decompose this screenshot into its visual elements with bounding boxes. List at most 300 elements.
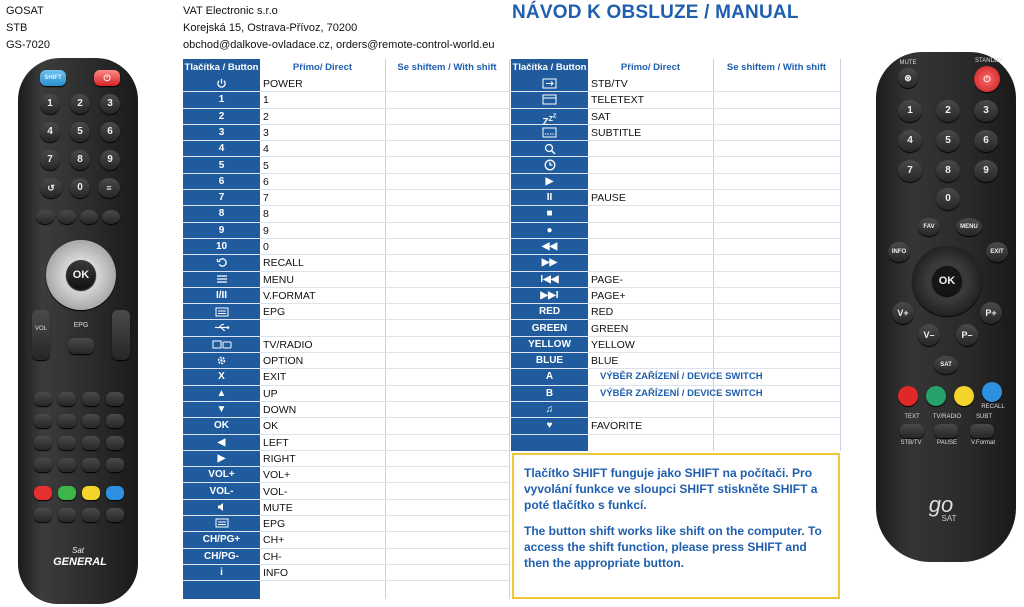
right-key-4: 4 [898,130,922,152]
exit-button: EXIT [986,242,1008,262]
left-row [183,272,509,288]
info-button: INFO [888,242,910,262]
transport-button [58,436,76,450]
function-button [82,508,100,522]
transport-button [34,392,52,406]
direct-function-cell: VÝBĚR ZAŘÍZENÍ / DEVICE SWITCH [600,371,763,383]
column-shift-right: Se shiftem / With shift [726,62,827,73]
column-direct-right: Přímo/ Direct [620,62,681,73]
right-key-2: 2 [936,100,960,122]
direct-function-cell: MENU [263,273,294,286]
left-key-6: 6 [100,122,120,142]
mute-button: ⊗ [898,68,918,88]
left-row [183,255,509,271]
transport-button [58,458,76,472]
transport-button [82,436,100,450]
green-button-right [926,386,946,406]
left-key-5: 5 [70,122,90,142]
recall-label-right: RECALL [981,404,1005,410]
left-row [183,565,509,581]
right-row [511,369,840,385]
button-name-cell: YELLOW [528,338,571,350]
direct-function-cell: SAT [591,110,611,123]
function-button [58,508,76,522]
company-contact: obchod@dalkove-ovladace.cz, orders@remote-control-world.eu [183,39,495,51]
direct-function-cell: INFO [263,567,289,579]
shift-function-cell [385,532,509,547]
button-name-cell: X [218,371,225,383]
button-name-cell: I◀◀ [540,273,559,285]
right-row [511,386,840,402]
direct-function-cell: PAGE+ [591,289,626,302]
direct-function-cell: STB/TV [591,78,628,90]
shift-function-cell [385,304,509,319]
right-key-6: 6 [974,130,998,152]
ok-button: OK [66,260,96,290]
direct-function-cell: CH- [263,550,282,563]
right-row [511,109,840,129]
shift-function-cell [385,321,509,336]
page-title: NÁVOD K OBSLUZE / MANUAL [512,2,799,23]
left-row [183,109,509,125]
shift-function-cell [385,239,509,254]
button-name-cell: RED [538,306,561,318]
transport-button [58,414,76,428]
button-name-cell: CH/PG- [204,550,239,562]
device-info [6,3,50,54]
direct-function-cell [588,141,713,156]
vol-rocker [32,310,50,360]
epg-button [68,338,94,354]
standby-button: ⏻ [974,66,1000,92]
shift-function-cell [713,353,840,368]
usb-button [36,210,54,224]
shift-function-cell [385,451,509,466]
right-row [511,174,840,190]
button-name-cell: ▶▶ [541,257,558,269]
direct-function-cell: 0 [263,241,269,253]
direct-function-cell [260,321,385,336]
left-row [183,435,509,451]
power-button: ⏻ [94,70,120,86]
sat-button: SAT [934,356,958,374]
red-button-right [898,386,918,406]
company-address: Korejská 15, Ostrava-Přívoz, 70200 [183,22,358,34]
transport-button [34,436,52,450]
direct-function-cell: SUBTITLE [591,126,642,139]
shift-function-cell [713,92,840,107]
right-row [511,418,840,434]
shift-function-cell [385,272,509,287]
shift-function-cell [713,386,840,401]
left-key-0: 0 [70,178,90,198]
direct-function-cell: OK [263,420,279,433]
right-key-0: 0 [936,188,960,210]
direct-function-cell: DOWN [263,404,297,416]
button-name-cell: 5 [218,159,225,171]
left-row [183,369,509,385]
transport-button [82,392,100,406]
right-key-5: 5 [936,130,960,152]
button-name-cell: 9 [218,224,225,236]
direct-function-cell: 2 [263,110,269,123]
right-row [511,239,840,255]
right-key-1: 1 [898,100,922,122]
left-row [183,549,509,565]
button-name-cell: ♥ [546,420,553,432]
button-name-cell: i [220,567,223,578]
left-row [183,92,509,108]
vminus-button: V– [918,324,940,346]
button-name-cell: ◀ [217,436,226,448]
shift-function-cell [713,141,840,156]
gear-button [102,210,120,224]
direct-function-cell: 6 [263,175,269,188]
function-button [106,508,124,522]
direct-function-cell: MUTE [263,501,293,514]
epg-label: EPG [73,322,89,329]
left-row [183,76,509,92]
button-name-cell: A [545,371,554,383]
direct-function-cell: OPTION [263,355,304,368]
direct-function-cell: VOL- [263,485,288,498]
teletext-icon [511,92,588,107]
button-name-cell: ◀◀ [541,241,558,252]
left-row [183,125,509,141]
tv-radio-button [58,210,76,224]
right-row [511,206,840,222]
clock-icon [511,158,588,173]
right-key-9: 9 [974,160,998,182]
shift-function-cell [713,321,840,336]
right-row [511,402,840,418]
recall-icon [183,255,260,270]
gear-icon [183,353,260,368]
right-row [511,141,840,157]
shift-info-en: The button shift works like shift on the computer. To access the shift function, please press SHIFT and then the appropriate button. [524,524,822,570]
stb-tv-icon [511,76,588,91]
shift-function-cell [385,467,509,482]
shift-function-cell [385,418,509,433]
button-name-cell: 10 [215,241,228,252]
shift-function-cell [385,76,509,91]
right-row [511,353,840,369]
shift-function-cell [385,288,509,303]
remote-general [18,58,138,604]
shift-function-cell [713,239,840,254]
right-row [511,321,840,337]
vol-label: VOL [34,326,47,332]
gosat-logo-sub: SAT [941,514,957,523]
mute-label: MUTE [899,60,917,66]
direct-function-cell [588,158,713,173]
shift-function-cell [385,158,509,173]
button-name-cell: 1 [218,94,225,106]
left-row [183,337,509,353]
right-key-8: 8 [936,160,960,182]
left-row [183,190,509,206]
ch-rocker [112,310,130,360]
left-row [183,500,509,516]
shift-function-cell [713,206,840,221]
left-row [183,158,509,174]
direct-function-cell: UP [263,387,278,400]
gosat-logo: go [928,492,954,517]
left-row [183,418,509,434]
right-row [511,272,840,288]
direct-function-cell: FAVORITE [591,420,643,433]
mute-icon [183,500,260,515]
right-row [511,125,840,141]
left-row [183,484,509,500]
direct-function-cell [588,174,713,189]
direct-function-cell: GREEN [591,322,629,335]
button-name-cell: ▼ [216,404,227,415]
vformat-label: V.Format [970,440,996,446]
button-name-cell: GREEN [531,322,568,334]
button-name-cell: ▲ [216,387,227,399]
transport-button [34,458,52,472]
tvradio-label: TV/RADIO [932,414,962,420]
direct-function-cell [588,206,713,221]
shift-function-cell [713,125,840,140]
shift-function-cell [713,223,840,238]
shift-button: SHIFT [40,70,66,86]
left-key-4: 4 [40,122,60,142]
text-label: TEXT [904,414,920,420]
button-name-cell: VOL- [209,485,234,497]
button-name-cell: ▶ [217,452,226,464]
shift-function-cell [385,141,509,156]
direct-function-cell: BLUE [591,355,619,368]
direct-function-cell: 4 [263,143,269,156]
left-row [183,321,509,337]
vplus-button: V+ [892,302,914,324]
shift-function-cell [713,272,840,287]
sleep-icon: $Z^{Z^Z}$ [542,113,557,129]
type-label: STB [6,22,28,34]
direct-function-cell: PAGE- [591,273,623,286]
right-row [511,304,840,320]
shift-function-cell [713,109,840,124]
button-name-cell: 7 [218,192,225,204]
left-key-9: 9 [100,150,120,170]
tvradio-button [934,424,958,438]
direct-function-cell: POWER [263,78,303,90]
direct-function-cell: RECALL [263,257,304,270]
company-name: VAT Electronic s.r.o [183,5,278,17]
model-label: GS-7020 [6,39,51,51]
shift-function-cell [385,500,509,515]
left-row [183,402,509,418]
company-info [183,3,495,54]
transport-button [58,392,76,406]
button-name-cell: B [545,387,554,399]
direct-function-cell: VOL+ [263,469,291,482]
direct-function-cell: 5 [263,159,269,172]
shift-function-cell [385,174,509,189]
shift-function-cell [385,190,509,205]
left-row [183,467,509,483]
left-row [183,516,509,532]
shift-function-cell [385,435,509,450]
direct-function-cell: CH+ [263,534,285,547]
shift-function-cell [713,369,840,384]
direct-function-cell: V.FORMAT [263,289,316,302]
direct-function-cell: RIGHT [263,452,296,465]
standby-label: STANDBY [975,58,1003,64]
direct-function-cell: RED [591,306,614,319]
direct-function-cell [588,239,713,254]
text-button [900,424,924,438]
shift-function-cell [713,76,840,91]
remote-gosat [876,52,1016,562]
shift-function-cell [385,255,509,270]
shift-function-cell [385,369,509,384]
direct-function-cell: LEFT [263,436,289,449]
direct-function-cell: EXIT [263,371,287,384]
yellow-button [82,486,100,500]
button-table-right [511,59,841,451]
right-row [511,223,840,239]
left-row [183,174,509,190]
left-key-7: 7 [40,150,60,170]
button-name-cell: ▶ [545,175,554,187]
shift-info-cz: Tlačítko SHIFT funguje jako SHIFT na počítači. Pro vyvolání funkce ve sloupci SHIFT stiskněte SHIFT a poté tlačítko s funkcí. [524,466,818,512]
right-row [511,190,840,206]
shift-function-cell [385,337,509,352]
right-row [511,255,840,271]
shift-function-cell [385,206,509,221]
usb-icon [183,321,260,336]
button-name-cell: CH/PG+ [202,534,241,546]
button-name-cell: 2 [218,110,225,122]
shift-function-cell [713,337,840,352]
shift-function-cell [385,484,509,499]
button-name-cell: VOL+ [208,469,235,481]
brand-script: Sat [71,546,84,555]
option-button [80,210,98,224]
left-row [183,386,509,402]
button-name-cell: II [546,192,553,204]
right-row [511,288,840,304]
search-icon [511,141,588,156]
shift-function-cell [385,353,509,368]
direct-function-cell [588,402,713,417]
column-direct: Přímo/ Direct [292,62,353,73]
shift-function-cell [713,174,840,189]
shift-function-cell [713,288,840,303]
shift-function-cell [713,158,840,173]
shift-function-cell [713,304,840,319]
direct-function-cell: TELETEXT [591,94,645,107]
direct-function-cell: 7 [263,192,269,205]
direct-function-cell: VÝBĚR ZAŘÍZENÍ / DEVICE SWITCH [600,387,763,399]
right-row [511,76,840,92]
transport-button [82,458,100,472]
left-row [183,304,509,320]
transport-button [106,458,124,472]
right-row [511,158,840,174]
right-key-7: 7 [898,160,922,182]
direct-function-cell [588,255,713,270]
direct-function-cell: EPG [263,518,286,531]
button-name-cell: 3 [218,126,225,138]
left-row [183,141,509,157]
transport-button [106,414,124,428]
shift-function-cell [385,516,509,531]
red-button [34,486,52,500]
left-key-1: 1 [40,94,60,114]
shift-function-cell [713,255,840,270]
stbtv-label: STB/TV [900,440,922,446]
pplus-button: P+ [980,302,1002,324]
green-button [58,486,76,500]
direct-function-cell: EPG [263,306,286,319]
brand-label: GOSAT [6,5,44,17]
recall-button: ↺ [40,178,62,198]
direct-function-cell: 3 [263,126,269,139]
blue-button [106,486,124,500]
button-name-cell: BLUE [535,355,564,367]
left-row [183,288,509,304]
shift-function-cell [713,402,840,417]
function-button [34,508,52,522]
direct-function-cell [588,223,713,238]
shift-function-cell [385,565,509,580]
direct-function-cell: YELLOW [591,338,635,351]
menu-button: ≡ [98,178,120,198]
shift-function-cell [713,190,840,205]
transport-button [106,392,124,406]
yellow-button-right [954,386,974,406]
column-shift: Se shiftem / With shift [397,62,497,73]
left-row [183,353,509,369]
left-row [183,532,509,548]
button-name-cell: ■ [546,208,553,220]
direct-function-cell: 8 [263,208,269,221]
left-row [183,239,509,255]
shift-function-cell [385,402,509,417]
left-key-8: 8 [70,150,90,170]
shift-info-box [512,453,840,599]
column-button: Tlačítka / Button [184,62,259,73]
direct-function-cell: 1 [263,94,269,107]
shift-function-cell [385,386,509,401]
subt-button [970,424,994,438]
menu-icon [183,272,260,287]
button-name-cell: 4 [218,143,225,155]
left-row [183,223,509,239]
shift-function-cell [385,92,509,107]
subtitle-icon [511,125,588,140]
left-row [183,451,509,467]
fav-button: FAV [918,218,940,236]
shift-function-cell [385,223,509,238]
left-key-3: 3 [100,94,120,114]
right-key-3: 3 [974,100,998,122]
pause-label: PAUSE [937,440,957,446]
epg-icon [183,304,260,319]
button-name-cell: ● [546,224,553,236]
button-name-cell: OK [214,420,229,432]
direct-function-cell: PAUSE [591,192,626,205]
button-name-cell: ▶▶I [540,289,559,301]
button-name-cell: I/II [215,289,228,301]
shift-function-cell [385,109,509,124]
left-row [183,206,509,222]
button-name-cell: 8 [218,208,225,220]
